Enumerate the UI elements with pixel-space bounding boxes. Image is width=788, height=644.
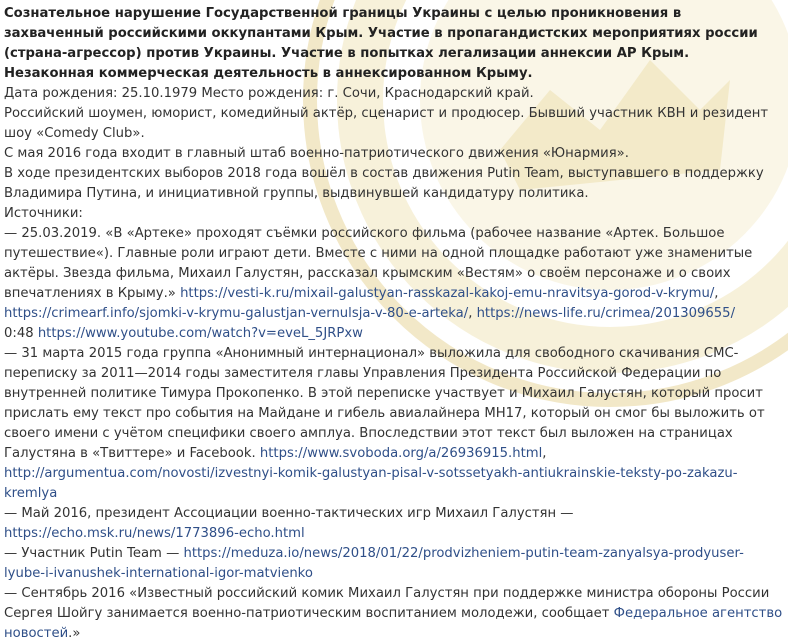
source-item-5 (4, 584, 784, 644)
link-separator: , (542, 446, 547, 461)
source-link-meduza[interactable]: https://meduza.io/news/2018/01/22/prodvizheniem-putin-team-zanyalsya-prodyuser-lyube-i-ivanushek-international-igor-matvienko (4, 546, 744, 581)
source-item-4 (4, 544, 784, 584)
bio-paragraph-2: С мая 2016 года входит в главный штаб военно-патриотического движения «Юнармия». (4, 146, 629, 161)
headline-charges: Сознательное нарушение Государственной границы Украины с целью проникновения в захваченный российскими оккупантами Крым. Участие в пропагандистских мероприятиях россии (страна-агрессор) против Украины. Участие в попытках легализации аннексии АР Крым. (4, 6, 758, 61)
source-link-vesti[interactable]: https://vesti-k.ru/mixail-galustyan-rasskazal-kakoj-emu-nravitsya-gorod-v-krymu/ (180, 286, 715, 301)
quote-end: .» (68, 626, 81, 641)
source-text: — Сентябрь 2016 «Известный российский комик Михаил Галустян при поддержке министра обороны России Сергея Шойгу занимается военно-патриотическим воспитанием молодежи, сообщает (4, 586, 770, 621)
sources-label: Источники: (4, 206, 83, 221)
source-text: — 25.03.2019. «В «Артеке» проходят съёмки российского фильма (рабочее название «Артек. Большое путешествие«). Главные роли играют дети. Вместе с ними на одной площадке работают уже знаменитые актёры. Звезда фильма, Михаил Галустян, рассказал крымским «Вестям» о своём персонаже и о своих впечатлениях в Крыму.» (4, 226, 753, 301)
source-text: — Участник Putin Team — (4, 546, 184, 561)
source-link-svoboda[interactable]: https://www.svoboda.org/a/26936915.html (259, 446, 543, 461)
link-separator: , (468, 306, 477, 321)
source-text: — Май 2016, президент Ассоциации военно-тактических игр Михаил Галустян — (4, 506, 574, 521)
source-link-crimearf[interactable]: https://crimearf.info/sjomki-v-krymu-galustjan-vernulsja-v-80-e-arteka/ (4, 306, 469, 321)
bio-paragraph-1: Российский шоумен, юморист, комедийный актёр, сценарист и продюсер. Бывший участник КВН и резидент шоу «Comedy Club». (4, 106, 769, 141)
source-item-3 (4, 504, 784, 544)
source-link-echo[interactable]: https://echo.msk.ru/news/1773896-echo.html (4, 526, 305, 541)
article-body (4, 4, 784, 644)
source-text: — 31 марта 2015 года группа «Анонимный интернационал» выложила для свободного скачивания СМС-переписку за 2011—2014 годы заместителя главы Управления Президента Российской Федерации по внутренней политике Тимура Прокопенко. В этой переписке участвует и Михаил Галустян, который просит прислать ему текст про события на Майдане и гибель авиалайнера МН17, который он смог бы выложить от своего имени с учётом специфики своего амплуа. Впоследствии этот текст был выложен на страницах Галустяна в «Твиттере» и Facebook. (4, 346, 765, 461)
headline-commerce: Незаконная коммерческая деятельность в аннексированном Крыму. (4, 66, 533, 81)
source-item-video (4, 324, 784, 344)
source-link-newslife[interactable]: https://news-life.ru/crimea/201309655/ (476, 306, 736, 321)
video-timestamp: 0:48 (4, 326, 38, 341)
source-item-1 (4, 224, 784, 324)
source-link-argumentua[interactable]: http://argumentua.com/novosti/izvestnyi-komik-galustyan-pisal-v-sotssetyakh-antiukrainskie-teksty-po-zakazu-kremlya (4, 466, 738, 501)
bio-paragraph-3: В ходе президентских выборов 2018 года вошёл в состав движения Putin Team, выступавшего в поддержку Владимира Путина, и инициативной группы, выдвинувшей кандидатуру политика. (4, 166, 764, 201)
source-link-fan[interactable]: Федеральное агентство новостей (4, 606, 783, 641)
birth-info: Дата рождения: 25.10.1979 Место рождения: г. Сочи, Краснодарский край. (4, 86, 534, 101)
link-separator: , (714, 286, 719, 301)
source-link-youtube[interactable]: https://www.youtube.com/watch?v=eveL_5JRPxw (37, 326, 363, 341)
source-item-2 (4, 344, 784, 504)
